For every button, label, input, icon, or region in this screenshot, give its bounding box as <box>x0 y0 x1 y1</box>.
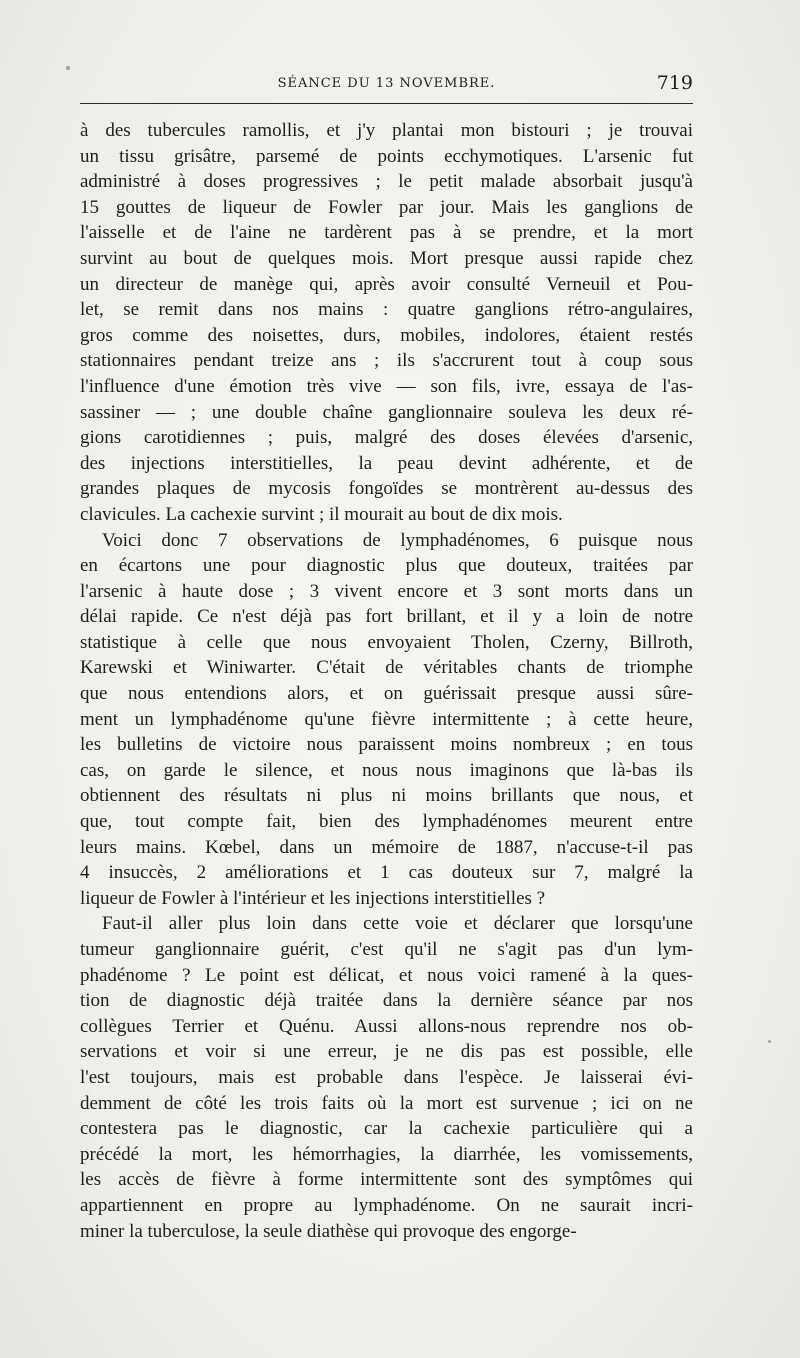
text-line: que nous entendions alors, et on guérissait presque aussi sûre- <box>80 683 693 705</box>
text-line: obtiennent des résultats ni plus ni moins brillants que nous, et <box>80 785 693 807</box>
text-line: un directeur de manège qui, après avoir consulté Verneuil et Pou- <box>80 273 693 295</box>
text-line: les bulletins de victoire nous paraissent moins nombreux ; en tous <box>80 734 693 756</box>
text-line: stationnaires pendant treize ans ; ils s'accrurent tout à coup sous <box>80 350 693 372</box>
text-line: Voici donc 7 observations de lymphadénomes, 6 puisque nous <box>102 529 693 551</box>
text-line: en écartons une pour diagnostic plus que douteux, traitées par <box>80 555 693 577</box>
paragraph <box>80 118 693 528</box>
text-line: let, se remit dans nos mains : quatre ganglions rétro-angulaires, <box>80 299 693 321</box>
text-line: délai rapide. Ce n'est déjà pas fort brillant, et il y a loin de notre <box>80 606 693 628</box>
text-line: un tissu grisâtre, parsemé de points ecchymotiques. L'arsenic fut <box>80 145 693 167</box>
text-line: précédé la mort, les hémorrhagies, la diarrhée, les vomissements, <box>80 1143 693 1165</box>
text-line: que, tout compte fait, bien des lymphadénomes meurent entre <box>80 811 693 833</box>
text-line: phadénome ? Le point est délicat, et nous voici ramené à la ques- <box>80 964 693 986</box>
text-line: appartiennent en propre au lymphadénome. On ne saurait incri- <box>80 1194 693 1216</box>
text-line: à des tubercules ramollis, et j'y plantai mon bistouri ; je trouvai <box>80 120 693 141</box>
text-line: l'aisselle et de l'aine ne tardèrent pas à se prendre, et la mort <box>80 222 693 244</box>
text-line: ment un lymphadénome qu'une fièvre intermittente ; à cette heure, <box>80 708 693 730</box>
text-line: tion de diagnostic déjà traitée dans la dernière séance par nos <box>80 990 693 1012</box>
paragraph <box>80 528 693 912</box>
text-line: tumeur ganglionnaire guérit, c'est qu'il ne s'agit pas d'un lym- <box>80 939 693 960</box>
running-title: SÉANCE DU 13 NOVEMBRE. <box>277 76 496 91</box>
text-line: gros comme des noisettes, durs, mobiles, indolores, étaient restés <box>80 324 693 346</box>
text-line: cas, on garde le silence, et nous nous imaginons que là-bas ils <box>80 759 693 781</box>
text-line: Karewski et Winiwarter. C'était de véritables chants de triomphe <box>80 657 693 679</box>
text-line: l'est toujours, mais est probable dans l'espèce. Je laisserai évi- <box>80 1066 693 1088</box>
text-line: servations et voir si une erreur, je ne dis pas est possible, elle <box>80 1041 693 1063</box>
text-line: les accès de fièvre à forme intermittente sont des symptômes qui <box>80 1169 693 1191</box>
text-line: grandes plaques de mycosis fongoïdes se montrèrent au-dessus des <box>80 478 693 500</box>
text-line: sassiner — ; une double chaîne ganglionnaire souleva les deux ré- <box>80 401 693 423</box>
text-line: des injections interstitielles, la peau devint adhérente, et de <box>80 452 693 474</box>
text-line: 4 insuccès, 2 améliorations et 1 cas douteux sur 7, malgré la <box>80 862 693 884</box>
running-header <box>80 72 693 96</box>
paragraph <box>80 911 693 1244</box>
text-line: demment de côté les trois faits où la mort est survenue ; ici on ne <box>80 1092 693 1114</box>
text-line: l'arsenic à haute dose ; 3 vivent encore et 3 sont morts dans un <box>80 580 693 602</box>
text-line: liqueur de Fowler à l'intérieur et les injections interstitielles ? <box>80 887 546 909</box>
text-line: l'influence d'une émotion très vive — son fils, ivre, essaya de l'as- <box>80 375 693 397</box>
scan-speck <box>768 1040 771 1043</box>
text-line: 15 gouttes de liqueur de Fowler par jour. Mais les ganglions de <box>80 196 693 218</box>
header-rule <box>80 103 693 104</box>
text-line: Faut-il aller plus loin dans cette voie et déclarer que lorsqu'une <box>102 913 693 935</box>
scan-speck <box>66 66 70 70</box>
text-line: survint au bout de quelques mois. Mort presque aussi rapide chez <box>80 247 693 269</box>
page-number: 719 <box>656 72 693 94</box>
text-line: administré à doses progressives ; le petit malade absorbait jusqu'à <box>80 171 693 193</box>
text-line: statistique à celle que nous envoyaient Tholen, Czerny, Billroth, <box>80 631 693 653</box>
text-line: leurs mains. Kœbel, dans un mémoire de 1887, n'accuse-t-il pas <box>80 836 693 858</box>
text-line: clavicules. La cachexie survint ; il mourait au bout de dix mois. <box>80 503 563 525</box>
text-line: miner la tuberculose, la seule diathèse qui provoque des engorge- <box>80 1220 577 1242</box>
text-line: gions carotidiennes ; puis, malgré des doses élevées d'arsenic, <box>80 427 693 449</box>
body-text <box>80 118 693 1244</box>
text-line: collègues Terrier et Quénu. Aussi allons-nous reprendre nos ob- <box>80 1015 693 1037</box>
text-line: contestera pas le diagnostic, car la cachexie particulière qui a <box>80 1118 693 1140</box>
